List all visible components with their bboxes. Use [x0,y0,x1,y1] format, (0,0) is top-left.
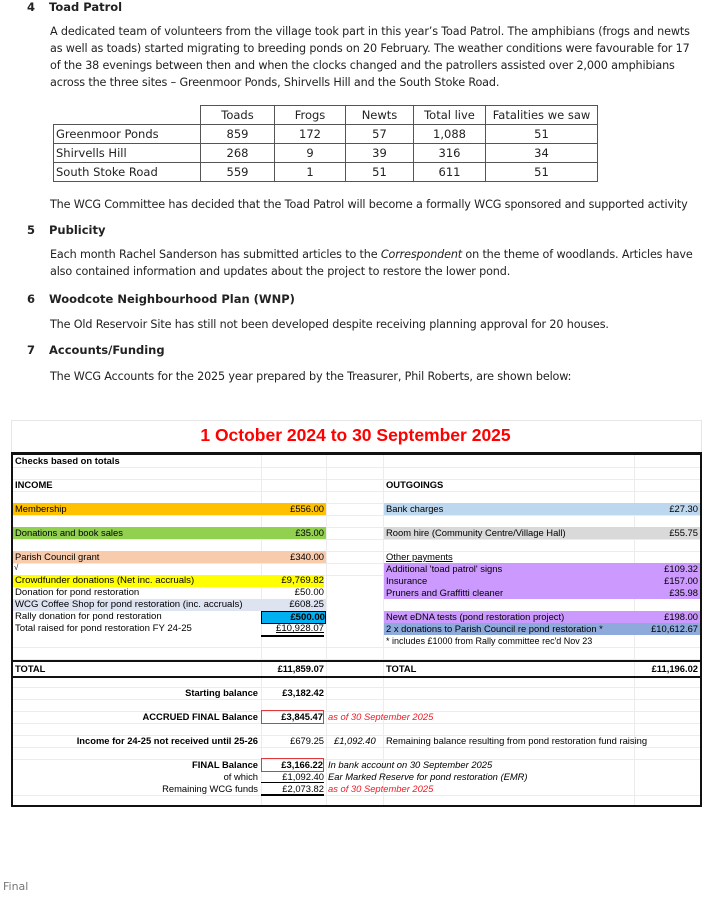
income-header: INCOME [15,479,53,490]
outgoing-amount: £109.32 [664,563,698,574]
income-label: WCG Coffee Shop for pond restoration (inc. accruals) [15,599,243,610]
accrued-balance-value: £3,845.47 [261,710,324,724]
text-line [50,246,700,263]
income-label: Rally donation for pond restoration [15,611,162,622]
income-label: Crowdfunder donations (Net inc. accruals) [15,575,195,586]
income-label: Donation for pond restoration [15,587,140,598]
income-amount: £9,769.82 [261,575,324,587]
section-title: Publicity [49,223,106,237]
header-cell [54,106,201,125]
document-status-label: Final [3,880,29,893]
wnp-paragraph: The Old Reservoir Site has still not been developed despite receiving planning approval for 20 houses. [50,318,609,331]
outgoing-amount: £198.00 [664,611,698,622]
outgoing-amount: £35.98 [669,587,698,598]
outgoing-label: Room hire (Community Centre/Village Hall) [386,527,566,538]
income-total-label: TOTAL [15,663,46,674]
checks-label: Checks based on totals [15,455,120,466]
accrued-balance-label: ACCRUED FINAL Balance [142,711,258,722]
outgoing-row-room-hire [384,527,700,539]
section-number: 5 [27,223,36,237]
table-cell: 9 [275,144,346,163]
text-span: Each month Rachel Sanderson has submitted articles to the [50,248,381,261]
table-header-row [54,106,598,125]
remaining-funds-note: as of 30 September 2025 [328,783,434,794]
accrued-balance-note: as of 30 September 2025 [328,711,434,722]
outgoing-amount: £55.75 [669,527,698,538]
pond-total-amount: £10,928.07 [261,623,324,637]
site-name: Greenmoor Ponds [54,125,201,144]
toad-patrol-decision: The WCG Committee has decided that the Toad Patrol will become a formally WCG sponsored and supported activity [50,198,688,211]
table-cell: 51 [486,125,598,144]
section-heading-wnp [27,292,295,306]
table-cell: 39 [346,144,414,163]
outgoing-row-newt-edna [384,611,700,623]
table-cell: 316 [414,144,486,163]
starting-balance-label: Starting balance [185,687,258,698]
income-row-crowdfunder [13,575,261,587]
total-row [13,660,700,678]
income-label: Donations and book sales [15,527,123,538]
header-cell-total-live: Total live [414,106,486,125]
table-cell: 51 [346,163,414,182]
outgoing-label: Additional 'toad patrol' signs [386,563,503,574]
footnote: * includes £1000 from Rally committee rec'd Nov 23 [386,636,593,646]
earmarked-reserve-note: Ear Marked Reserve for pond restoration (EMR) [328,771,528,782]
table-cell: 172 [275,125,346,144]
income-label: Membership [15,503,67,514]
final-balance-label: FINAL Balance [192,759,258,770]
table-cell: 559 [201,163,275,182]
income-label: Total raised for pond restoration FY 24-25 [15,623,192,634]
header-cell-fatalities: Fatalities we saw [486,106,598,125]
remaining-pond-value: £1,092.40 [334,735,376,746]
outgoing-group-other [384,563,700,599]
section-number: 6 [27,292,36,306]
section-title: Toad Patrol [49,0,123,14]
section-number: 4 [27,0,36,14]
outgoings-header: OUTGOINGS [386,479,444,490]
income-row-coffee-shop [13,599,326,611]
final-balance-value: £3,166.22 [261,758,324,772]
final-balance-note: In bank account on 30 September 2025 [328,759,493,770]
table-row [54,163,598,182]
grid-row [13,647,700,660]
table-cell: 34 [486,144,598,163]
remaining-funds-label: Remaining WCG funds [162,783,258,794]
header-cell-toads: Toads [201,106,275,125]
remaining-pond-note: Remaining balance resulting from pond restoration fund raising [386,735,648,746]
outgoing-label: Pruners and Graffitti cleaner [386,587,504,598]
text-line: as well as toads) started migrating to breeding ponds on 20 February. The weather conditions were favourable for 17 [50,42,690,55]
table-row [54,125,598,144]
income-not-received-value: £679.25 [290,735,324,746]
income-total-value: £11,859.07 [277,663,324,674]
table-cell: 1,088 [414,125,486,144]
of-which-value: £1,092.40 [261,771,324,783]
section-heading-accounts [27,343,165,357]
text-line: across the three sites – Greenmoor Ponds, Shirvells Hill and the South Stoke Road. [50,76,500,89]
section-heading-toad-patrol [27,0,122,14]
site-name: Shirvells Hill [54,144,201,163]
income-amount: £556.00 [290,503,324,514]
outgoing-amount: £10,612.67 [651,623,698,634]
table-cell: 611 [414,163,486,182]
of-which-label: of which [223,771,258,782]
section-title: Woodcote Neighbourhood Plan (WNP) [49,292,295,306]
starting-balance-value: £3,182.42 [282,687,324,698]
accounts-spreadsheet [11,452,702,807]
table-cell: 57 [346,125,414,144]
outgoings-total-value: £11,196.02 [651,663,698,674]
section-heading-publicity [27,223,105,237]
table-cell: 268 [201,144,275,163]
income-row-donations [13,527,326,539]
header-cell-newts: Newts [346,106,414,125]
section-title: Accounts/Funding [49,343,165,357]
income-amount: £50.00 [294,587,324,598]
text-line: A dedicated team of volunteers from the village took part in this year’s Toad Patrol. The amphibians (frogs and newts [50,25,690,38]
outgoing-amount: £157.00 [664,575,698,586]
outgoing-amount: £27.30 [669,503,698,514]
income-row-parish-grant [13,551,326,563]
table-cell: 51 [486,163,598,182]
accounts-paragraph: The WCG Accounts for the 2025 year prepared by the Treasurer, Phil Roberts, are shown below: [50,370,572,383]
site-name: South Stoke Road [54,163,201,182]
outgoings-total-label: TOTAL [386,663,417,674]
outgoing-row-bank-charges [384,503,700,515]
other-payments-label: Other payments [386,551,453,562]
check-mark-icon: √ [14,563,19,572]
income-amount: £608.25 [289,599,324,610]
income-row-membership [13,503,326,515]
income-amount: £340.00 [290,551,324,562]
section-number: 7 [27,343,36,357]
text-line: of the 38 evenings between then and when the clocks changed and the patrollers assisted over 2,000 amphibians [50,59,675,72]
toad-patrol-paragraph [50,23,700,91]
outgoing-label: 2 x donations to Parish Council re pond restoration * [386,623,603,634]
text-span: on the theme of woodlands. Articles have [462,248,693,261]
publicity-paragraph [50,246,700,280]
income-not-received-label: Income for 24-25 not received until 25-26 [76,735,258,746]
toad-patrol-table [53,105,598,182]
table-cell: 1 [275,163,346,182]
outgoing-row-parish-donations [384,623,700,635]
rally-donation-amount: £500.00 [261,611,326,624]
outgoing-label: Bank charges [386,503,444,514]
income-label: Parish Council grant [15,551,100,562]
table-row [54,144,598,163]
outgoing-label: Newt eDNA tests (pond restoration project) [386,611,565,622]
table-cell: 859 [201,125,275,144]
header-cell-frogs: Frogs [275,106,346,125]
remaining-funds-value: £2,073.82 [261,783,324,796]
outgoing-label: Insurance [386,575,428,586]
spreadsheet-title: 1 October 2024 to 30 September 2025 [200,425,511,445]
text-line: also contained information and updates about the project to restore the lower pond. [50,265,511,278]
income-amount: £35.00 [295,527,324,538]
publication-name: Correspondent [380,248,462,261]
